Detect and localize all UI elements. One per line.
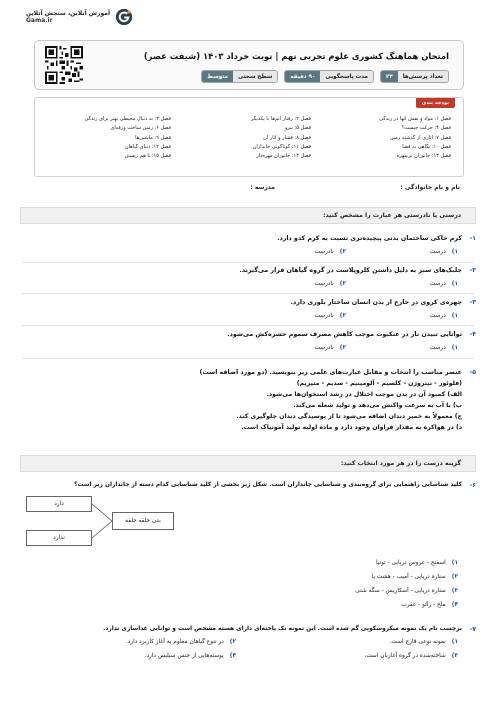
divider [22,262,474,263]
option-true[interactable]: ۱)درست [429,281,458,287]
duration-chip: مدت پاسخگویی ۹۰ دقیقه [284,70,374,83]
student-name-label: نام و نام خانوادگی : [400,184,460,191]
exam-meta [201,70,449,83]
option-1[interactable]: ۱)اسفنج - عروس دریایی - توتیا [376,560,458,566]
divider [22,293,474,294]
unit-item: فصل ۱۱: گوناگونی جانداران [252,143,311,150]
option-false[interactable]: ۲)نادرست [314,249,346,255]
exam-title: امتحان هماهنگ کشوری علوم تجربی نهم | نوبت خرداد ۱۴۰۳ (شیفت عصر) [143,51,449,61]
unit-list [41,116,451,159]
student-info [34,184,460,196]
section-header-true-false: درستی یا نادرستی هر عبارت را مشخص کنید: [20,207,476,224]
diagram-node-no: ندارد [26,530,92,546]
question-2: ۲- جلبک‌های سبز به دلیل داشتن کلروپلاست در گروه گیاهان قرار می‌گیرند. ۱)درست ۲)نادرست [239,267,476,287]
option-true[interactable]: ۱)درست [429,345,458,351]
unit-item: فصل ۱۳: جانوران بی‌مهره [396,153,451,160]
option-false[interactable]: ۲)نادرست [314,313,346,319]
brand-domain[interactable]: Gama.ir [26,17,53,24]
option-3[interactable]: ۳)ستاره دریایی - آسکاریس - سگه شنی [355,588,458,594]
school-label: مدرسه : [250,184,275,191]
unit-item: فصل ۴: حرکت چیست؟ [401,125,451,132]
exam-header [34,40,464,90]
question-text: برچسب نام یک نمونه میکروسکوپی گم شده است. این نمونه تک یاخته‌ای دارای هسته مشخص است و توانایی غذاسازی ندارد. [103,626,462,632]
option-4[interactable]: ۴)پوسته‌هایی از جنس سیلیس دارد. [144,653,236,659]
question-6: ۶- کلید شناسایی راهنمایی برای گروه‌بندی و شناسایی جانداران است. شکل زیر بخشی از کلید شناسایی کدام دسته از جانداران زیر است؟ ۱)اسفنج - عروس دریایی - توتیا ۲)ستاره دریایی - آمیب - هشت پا ۳)ستاره دریایی - آسکاریس - سگه شنی ۴)ملخ - زالو - عقرب [74,482,476,608]
question-text: کلید شناسایی راهنمایی برای گروه‌بندی و شناسایی جانداران است. شکل زیر بخشی از کلید شناسایی کدام دسته از جانداران زیر است؟ [74,482,462,488]
divider [22,325,474,326]
unit-item: فصل ۱۰: نگاهی به فضا [402,143,451,150]
option-true[interactable]: ۱)درست [429,249,458,255]
question-5: ۵- عنصر مناسب را انتخاب و مقابل عبارت‌های علمی زیر بنویسید. (دو مورد اضافه است) (فلوئور - نیتروژن - کلسیم - آلومینیم - سدیم - منیزیم) الف) کمبود آن در بدن موجب اختلال در رشد استخوان‌ها می‌شود. ب) با آب به سرعت واکنش می‌دهد و تولید شعله می‌کند. ج) معمولاً به خمیر دندان اضافه می‌شود تا از پوسیدگی دندان جلوگیری کند. د) در هواکره به مقدار فراوان وجود دارد و ماده اولیه تولید آمونیاک است. [199,369,476,431]
question-text: جلبک‌های سبز به دلیل داشتن کلروپلاست در گروه گیاهان قرار می‌گیرند. [239,267,462,274]
unit-item: فصل ۹: ماشین‌ها [135,134,171,141]
unit-item: فصل ۸: فشار و آثار آن [263,134,311,141]
fill-item-c[interactable]: ج) معمولاً به خمیر دندان اضافه می‌شود تا از پوسیدگی دندان جلوگیری کند. [236,413,462,420]
budget-tag: بودجه بندی [416,98,455,108]
fill-item-d[interactable]: د) در هواکره به مقدار فراوان وجود دارد و ماده اولیه تولید آمونیاک است. [241,424,462,431]
section-header-multiple-choice: گزینه درست را در هر مورد انتخاب کنید: [20,455,476,472]
option-3[interactable]: ۳)شاخته‌شده در گروه آغازیان است. [364,653,458,659]
diagram-node-yes: دارد [26,496,92,512]
fill-item-b[interactable]: ب) با آب به سرعت واکنش می‌دهد و تولید شعله می‌کند. [293,402,462,409]
qr-code-icon[interactable] [45,46,83,84]
unit-item: فصل ۱۴: جانوران مهره‌دار [256,153,311,160]
brand-tagline: آموزش آنلاین، سنجش آنلاین [26,9,111,17]
unit-item: فصل ۱۵: با هم زیستن [124,153,171,160]
unit-item: فصل ۱: مواد و نقش آنها در زندگی [379,116,451,122]
option-false[interactable]: ۲)نادرست [314,281,346,287]
element-word-bank: (فلوئور - نیتروژن - کلسیم - آلومینیم - سدیم - منیزیم) [296,380,462,387]
question-4: ۴- توانایی تبیدن تار در عنکبوت موجب کاهش مصرف سموم حشره‌کش می‌شود. ۱)درست ۲)نادرست [227,331,476,351]
difficulty-chip: سطح سختی متوسط [201,70,278,83]
question-text: چهره‌ی کروی در خارج از بدن انسان ساختار بلوری دارد. [290,299,462,306]
question-7: ۷- برچسب نام یک نمونه میکروسکوپی گم شده است. این نمونه تک یاخته‌ای دارای هسته مشخص است و توانایی غذاسازی ندارد. ۱)نمونه نوعی قارچ است. ۲)در تنوع گیاهان معلوم به آغاز کاربرد دارد. ۳)شاخته‌شده در گروه آغازیان است. ۴)پوسته‌هایی از جنس سیلیس دارد. [103,626,476,659]
option-2[interactable]: ۲)در تنوع گیاهان معلوم به آغاز کاربرد دارد. [125,639,236,645]
brand[interactable] [26,8,133,26]
unit-item: فصل ۷: آثاری از گذشته زمین [389,134,451,141]
unit-item: فصل ۵: نیرو [284,125,311,132]
unit-item: فصل ۱۲: دنیای گیاهان [124,143,171,150]
unit-item: فصل ۳: به دنبال محیطی بهتر برای زندگی [84,116,171,122]
question-text: توانایی تبیدن تار در عنکبوت موجب کاهش مصرف سموم حشره‌کش می‌شود. [227,331,462,338]
option-1[interactable]: ۱)نمونه نوعی قارچ است. [389,639,458,645]
unit-item: فصل ۶: زمین ساخت ورقه‌ای [110,125,171,132]
diagram-node-segmented-body: بدن حلقه حلقه [112,512,174,530]
budget-section [34,97,464,177]
option-false[interactable]: ۲)نادرست [314,345,346,351]
identification-key-diagram [26,494,186,548]
unit-item: فصل ۲: رفتار اتم‌ها با یکدیگر [251,116,311,122]
divider [22,358,474,359]
option-4[interactable]: ۴)ملخ - زالو - عقرب [401,602,458,608]
question-1: ۱- کرم خاکی ساختمان بدنی پیچیده‌تری نسبت به کرم کدو دارد. ۱)درست ۲)نادرست [277,235,476,255]
fill-item-a[interactable]: الف) کمبود آن در بدن موجب اختلال در رشد استخوان‌ها می‌شود. [266,391,462,398]
gama-logo-icon [115,8,133,26]
question-text: کرم خاکی ساختمان بدنی پیچیده‌تری نسبت به کرم کدو دارد. [277,235,462,242]
question-3: ۳- چهره‌ی کروی در خارج از بدن انسان ساختار بلوری دارد. ۱)درست ۲)نادرست [290,299,476,319]
question-text: عنصر مناسب را انتخاب و مقابل عبارت‌های علمی زیر بنویسید. (دو مورد اضافه است) [199,369,462,376]
option-2[interactable]: ۲)ستاره دریایی - آمیب - هشت پا [371,574,458,580]
option-true[interactable]: ۱)درست [429,313,458,319]
question-count-chip: تعداد پرسش‌ها ۲۴ [380,70,449,83]
